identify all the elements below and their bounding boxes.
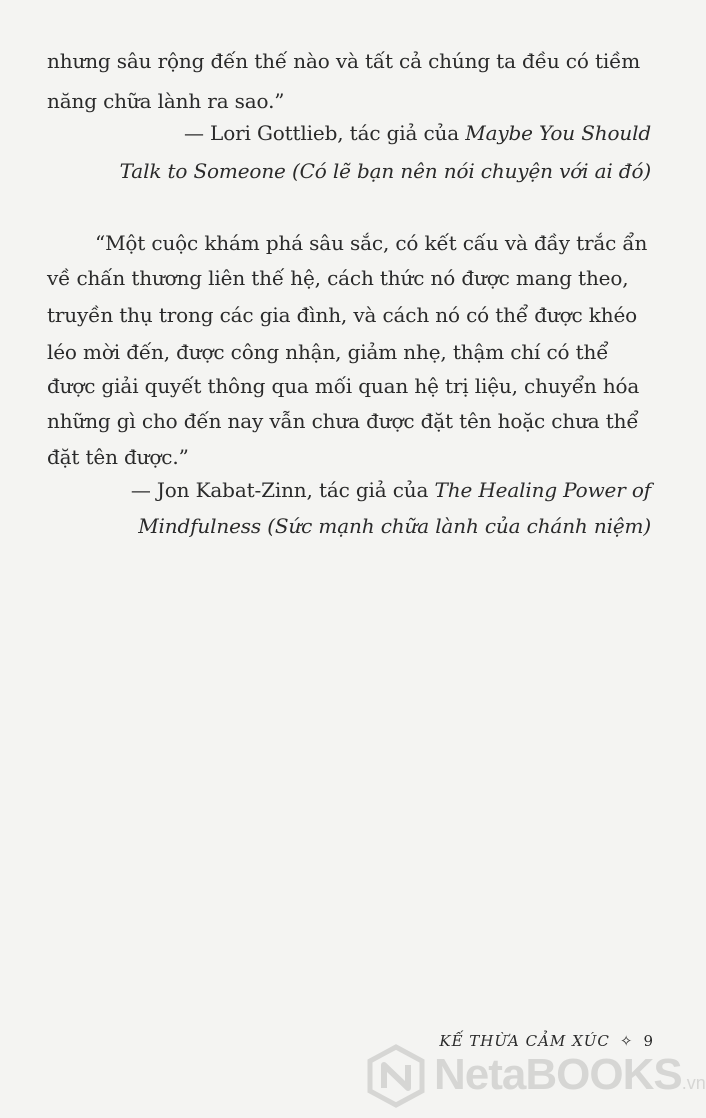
ornament-icon: ✧ <box>619 1032 634 1050</box>
quote2-line-7: đặt tên được.” <box>47 445 189 469</box>
quote2-attribution-prefix: — Jon Kabat-Zinn, tác giả của <box>130 478 435 502</box>
quote1-book-title-part2: Talk to Someone (Có lẽ bạn nên nói chuyện với ai đó) <box>119 159 651 183</box>
quote1-attribution-prefix: — Lori Gottlieb, tác giả của <box>184 121 466 145</box>
watermark-brand: NetaBOOKS.vn <box>434 1050 706 1099</box>
page-number: 9 <box>643 1032 654 1050</box>
quote2-line-3: truyền thụ trong các gia đình, và cách nó có thể được khéo <box>47 303 638 327</box>
watermark <box>364 1040 706 1112</box>
quote2-line-1: “Một cuộc khám phá sâu sắc, có kết cấu và đầy trắc ẩn <box>95 231 648 255</box>
quote2-attribution-line-1 <box>131 474 651 506</box>
quote1-attribution-line-1 <box>184 117 651 149</box>
quote2-line-6: những gì cho đến nay vẫn chưa được đặt tên hoặc chưa thể <box>47 409 639 433</box>
quote1-line-1: nhưng sâu rộng đến thế nào và tất cả chúng ta đều có tiềm <box>47 49 641 73</box>
quote1-book-title-part1: Maybe You Should <box>465 121 651 145</box>
netabooks-logo-icon <box>364 1044 428 1108</box>
page-footer <box>439 1032 654 1050</box>
quote2-book-title-part1: The Healing Power of <box>434 478 651 502</box>
running-title: KẾ THỪA CẢM XÚC <box>439 1032 610 1050</box>
quote2-line-2: về chấn thương liên thế hệ, cách thức nó được mang theo, <box>47 266 629 290</box>
quote2-book-title-part2: Mindfulness (Sức mạnh chữa lành của chánh niệm) <box>138 514 651 538</box>
quote1-line-2: năng chữa lành ra sao.” <box>47 89 285 113</box>
quote2-line-5: được giải quyết thông qua mối quan hệ trị liệu, chuyển hóa <box>47 374 640 398</box>
quote2-line-4: léo mời đến, được công nhận, giảm nhẹ, thậm chí có thể <box>47 340 609 364</box>
